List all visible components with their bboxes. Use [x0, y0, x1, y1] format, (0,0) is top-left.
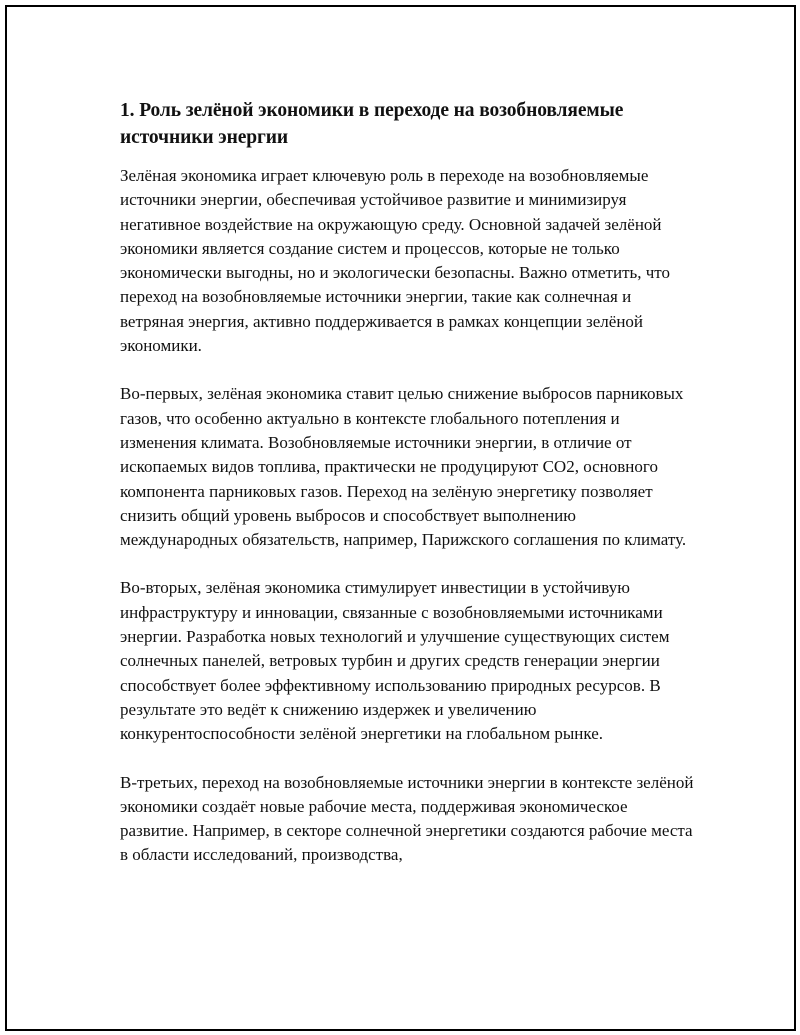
paragraph-3: Во-вторых, зелёная экономика стимулирует инвестиции в устойчивую инфраструктуру и инновации, связанные с возобновляемыми источниками энергии. Разработка новых технологий и улучшение существующих систем солнечных панелей, ветровых турбин и других средств генерации энергии способствует более эффективному использованию природных ресурсов. В результате это ведёт к снижению издержек и увеличению конкурентоспособности зелёной энергетики на глобальном рынке.	[120, 578, 670, 744]
document-body	[120, 97, 695, 868]
page-frame	[5, 5, 796, 1031]
paragraph-2: Во-первых, зелёная экономика ставит целью снижение выбросов парниковых газов, что особенно актуально в контексте глобального потепления и изменения климата. Возобновляемые источники энергии, в отличие от ископаемых видов топлива, практически не продуцируют CO2, основного компонента парниковых газов. Переход на зелёную энергетику позволяет снизить общий уровень выбросов и способствует выполнению международных обязательств, например, Парижского соглашения по климату.	[120, 384, 687, 550]
paragraph-1: Зелёная экономика играет ключевую роль в переходе на возобновляемые источники энергии, обеспечивая устойчивое развитие и минимизируя негативное воздействие на окружающую среду. Основной задачей зелёной экономики является создание систем и процессов, которые не только экономически выгодны, но и экологически безопасны. Важно отметить, что переход на возобновляемые источники энергии, такие как солнечная и ветряная энергия, активно поддерживается в рамках концепции зелёной экономики.	[120, 166, 671, 356]
section-heading: 1. Роль зелёной экономики в переходе на возобновляемые источники энергии	[120, 100, 624, 148]
paragraph-4: В-третьих, переход на возобновляемые источники энергии в контексте зелёной экономики создаёт новые рабочие места, поддерживая экономическое развитие. Например, в секторе солнечной энергетики создаются рабочие места в области исследований, производства,	[120, 772, 694, 865]
